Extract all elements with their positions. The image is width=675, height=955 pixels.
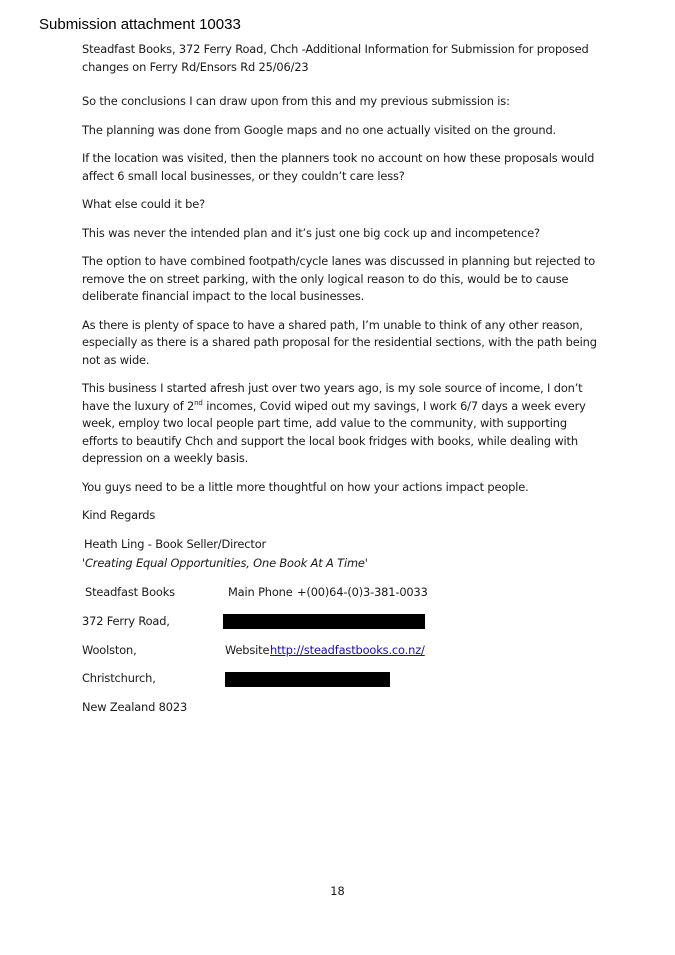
paragraph-google-maps: The planning was done from Google maps and no one actually visited on the ground. — [82, 122, 557, 137]
paragraph-what-else: What else could it be? — [82, 197, 205, 211]
paragraph-incompetence: This was never the intended plan and it’s just one big cock up and incompetence? — [82, 225, 540, 240]
website-label: Website — [225, 643, 270, 657]
paragraph-location: If the location was visited, then the planners took no account on how these proposals would affect 6 small local businesses, or they couldn’t care less? — [82, 151, 595, 183]
company-tagline: 'Creating Equal Opportunities, One Book At A Time' — [82, 556, 368, 570]
redacted-block — [225, 672, 390, 687]
address-city: Christchurch, — [82, 671, 156, 685]
address-street: 372 Ferry Road, — [82, 614, 170, 628]
address-country: New Zealand 8023 — [82, 700, 188, 714]
attachment-title: Submission attachment 10033 — [39, 16, 241, 33]
page-number: 18 — [330, 884, 345, 898]
paragraph-shared-path: As there is plenty of space to have a shared path, I’m unable to think of any other reason, especially as there is a shared path proposal for the residential sections, with the path being not as wide. — [82, 317, 597, 367]
company-name: Steadfast Books — [85, 585, 175, 599]
business-text-end: incomes, Covid wiped out my savings, I work 6/7 days a week every week, employ two local people part time, add value to the community, with supporting efforts to beautify Chch and support the local book fridges with books, while dealing with depression on a weekly basis. — [82, 398, 586, 465]
phone-label: Main Phone — [228, 585, 293, 599]
paragraph-combined-footpath: The option to have combined footpath/cycle lanes was discussed in planning but rejected to remove the on street parking, with the only logical reason to do this, would be to cause deliberate financial impact to the local businesses. — [82, 254, 596, 303]
redacted-block — [223, 614, 425, 629]
paragraph-thoughtful: You guys need to be a little more thoughtful on how your actions impact people. — [82, 479, 529, 494]
paragraph-business — [82, 380, 602, 468]
letter-body — [82, 41, 602, 564]
signature-line: Heath Ling - Book Seller/Director — [84, 536, 267, 551]
paragraph-conclusions: So the conclusions I can draw upon from this and my previous submission is: — [82, 94, 510, 108]
intro-paragraph: Steadfast Books, 372 Ferry Road, Chch -Additional Information for Submission for proposed changes on Ferry Rd/Ensors Rd 25/06/23 — [82, 42, 589, 74]
phone-number: +(00)64-(0)3-381-0033 — [297, 585, 428, 599]
business-text-start: This business I started afresh just over two years ago, is my sole source of income, I don’t have the luxury of 2 — [82, 381, 583, 413]
address-suburb: Woolston, — [82, 643, 137, 657]
closing-regards: Kind Regards — [82, 508, 156, 522]
ordinal-superscript: nd — [194, 398, 203, 407]
website-link[interactable]: http://steadfastbooks.co.nz/ — [270, 643, 425, 657]
